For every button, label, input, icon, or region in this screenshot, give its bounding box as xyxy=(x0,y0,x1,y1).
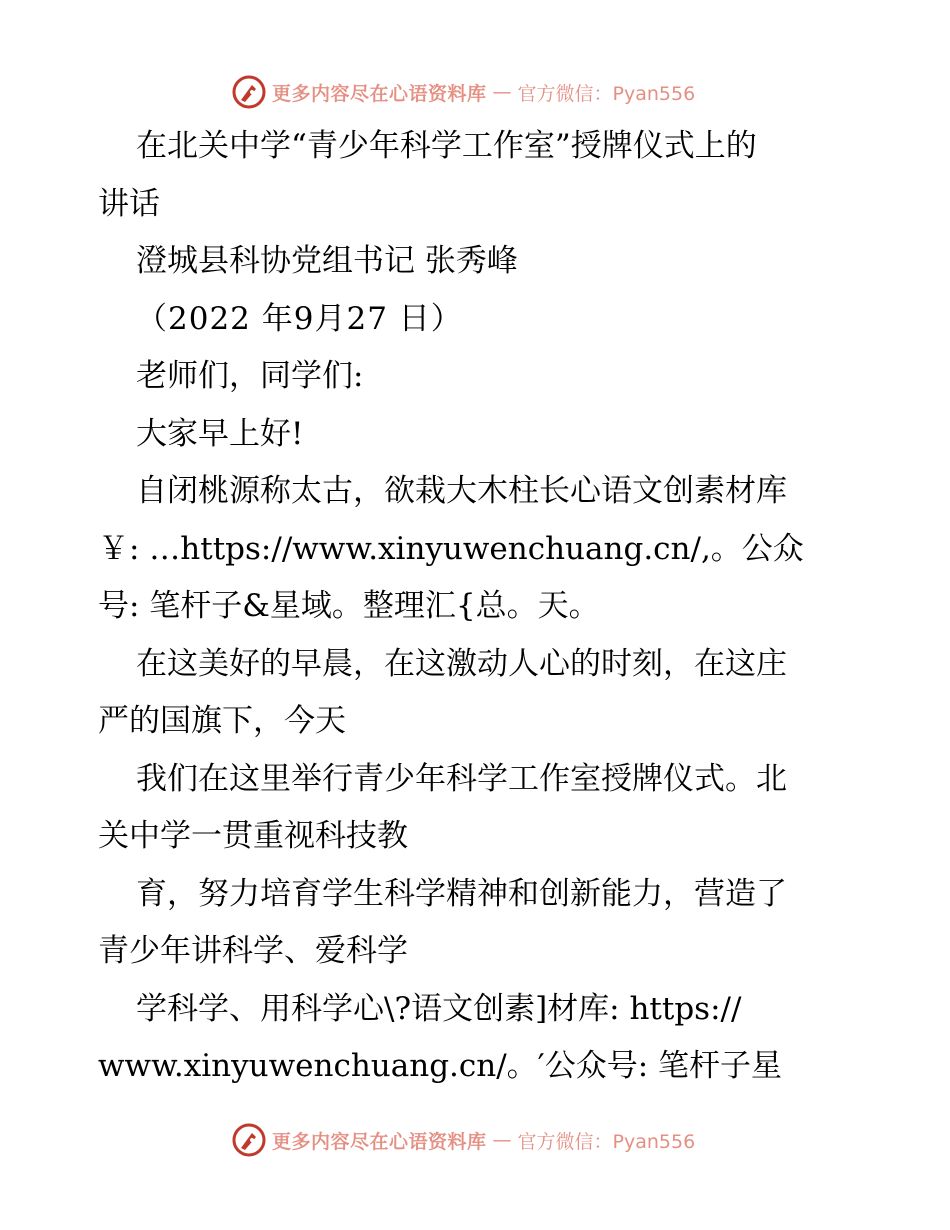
title-line-1: 在北关中学“青少年科学工作室”授牌仪式上的 xyxy=(136,128,757,164)
paragraph-line: 学科学、用科学心\?语文创素]材库: https:// xyxy=(136,990,742,1027)
watermark-site-text: 更多内容尽在心语资料库 xyxy=(272,1130,487,1153)
author-line: 澄城县科协党组书记 张秀峰 xyxy=(136,243,518,279)
footer-watermark-banner xyxy=(232,1120,752,1160)
watermark-separator: — xyxy=(492,1129,512,1151)
paragraph-line: 号: 笔杆子&星域。整理汇{总。天。 xyxy=(98,588,600,624)
pen-nib-logo-icon xyxy=(232,1123,266,1157)
document-body xyxy=(98,118,858,1096)
paragraph-line: 自闭桃源称太古，欲栽大木柱长心语文创素材库 xyxy=(136,473,787,509)
paragraph-line: 青少年讲科学、爱科学 xyxy=(98,933,408,969)
title-line-2: 讲话 xyxy=(98,185,160,222)
header-watermark-banner xyxy=(232,72,752,112)
watermark-separator: — xyxy=(492,81,512,103)
paragraph-line: 育，努力培育学生科学精神和创新能力，营造了 xyxy=(136,875,787,912)
greeting-line: 大家早上好! xyxy=(136,415,304,452)
watermark-site-text: 更多内容尽在心语资料库 xyxy=(272,82,487,105)
date-line: （2022 年9月27 日） xyxy=(136,300,463,337)
watermark-official-wechat: 官方微信：Pyan556 xyxy=(517,82,696,105)
watermark-official-wechat: 官方微信：Pyan556 xyxy=(517,1130,696,1153)
paragraph-line: www.xinyuwenchuang.cn/。′公众号: 笔杆子星 xyxy=(98,1048,783,1084)
pen-nib-logo-icon xyxy=(232,75,266,109)
paragraph-line: 我们在这里举行青少年科学工作室授牌仪式。北 xyxy=(136,760,787,797)
paragraph-line: 严的国旗下，今天 xyxy=(98,703,346,739)
paragraph-line: ￥: …https://www.xinyuwenchuang.cn/,。公众 xyxy=(98,530,804,567)
paragraph-line: 在这美好的早晨，在这激动人心的时刻，在这庄 xyxy=(136,645,787,682)
paragraph-line: 关中学一贯重视科技教 xyxy=(98,818,408,854)
salutation-line: 老师们，同学们: xyxy=(136,358,364,394)
